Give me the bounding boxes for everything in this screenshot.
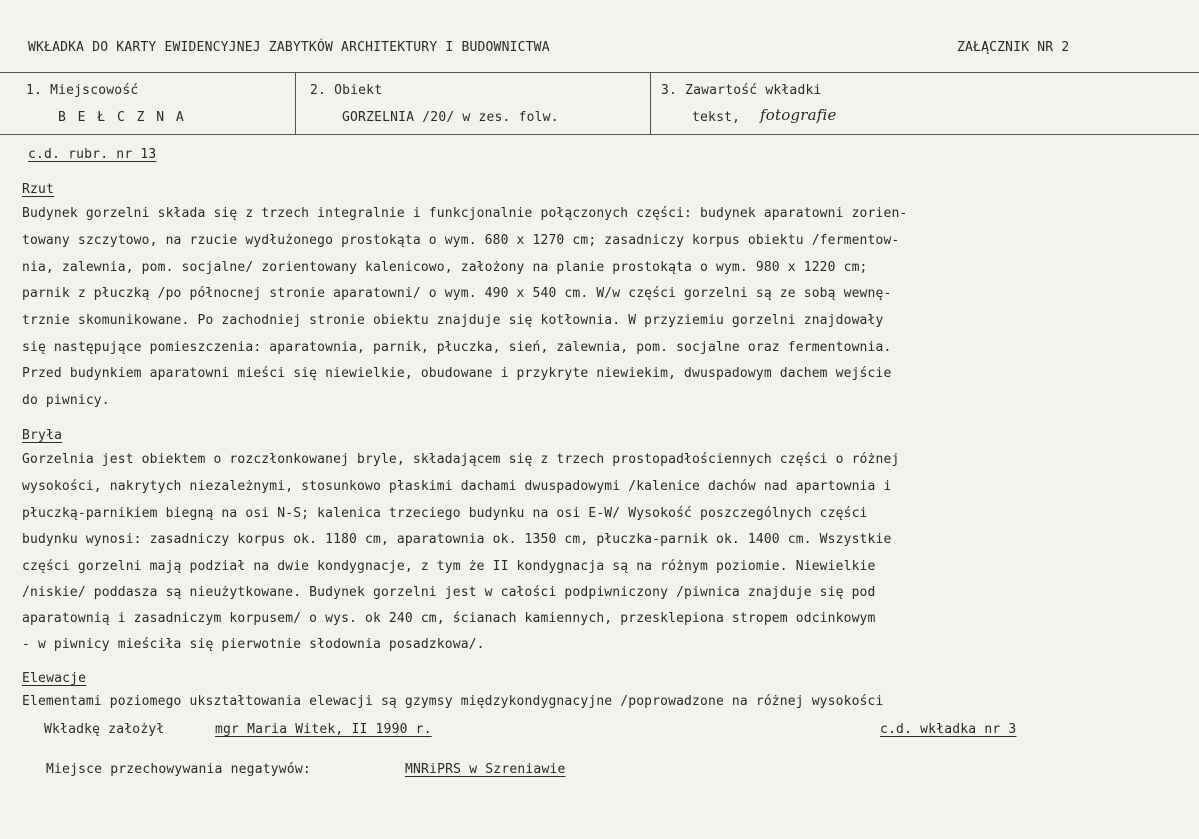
rzut-line: nia, zalewnia, pom. socjalne/ zorientowany kalenicowo, założony na planie prostokąta o wym. 980 x 1220 cm; <box>22 260 868 275</box>
form-title: WKŁADKA DO KARTY EWIDENCYJNEJ ZABYTKÓW ARCHITEKTURY I BUDOWNICTWA <box>28 40 550 55</box>
negatives-label: Miejsce przechowywania negatywów: <box>46 762 311 777</box>
bryla-line: Gorzelnia jest obiektem o rozczłonkowanej bryle, składającem się z trzech prostopadłościennych części o różnej <box>22 452 900 467</box>
bryla-line: budynku wynosi: zasadniczy korpus ok. 1180 cm, aparatownia ok. 1350 cm, płuczka-parnik ok. 1400 cm. Wszystkie <box>22 532 892 547</box>
content-value-handwritten: fotografie <box>760 106 837 124</box>
object-value: GORZELNIA /20/ w zes. folw. <box>342 110 559 125</box>
attachment-number: ZAŁĄCZNIK NR 2 <box>957 40 1070 55</box>
rzut-line: towany szczytowo, na rzucie wydłużonego prostokąta o wym. 680 x 1270 cm; zasadniczy korpus obiektu /fermentow- <box>22 233 900 248</box>
elewacje-line: Elementami poziomego ukształtowania elewacji są gzymsy międzykondygnacyjne /poprowadzone na różnej wysokości <box>22 694 884 709</box>
bryla-line: - w piwnicy mieściła się pierwotnie słodownia posadzkowa/. <box>22 637 485 652</box>
rzut-line: trznie skomunikowane. Po zachodniej stronie obiektu znajduje się kotłownia. W przyziemiu gorzelni znajdowały <box>22 313 884 328</box>
section-heading-elewacje: Elewacje <box>22 671 87 686</box>
object-label: 2. Obiekt <box>310 83 383 98</box>
created-by-value: mgr Maria Witek, II 1990 r. <box>215 722 432 737</box>
field-separator-1 <box>295 72 296 134</box>
bryla-line: /niskie/ poddasza są nieużytkowane. Budynek gorzelni jest w całości podpiwniczony /piwnica znajduje się pod <box>22 585 876 600</box>
rzut-line: się następujące pomieszczenia: aparatownia, parnik, płuczka, sień, zalewnia, pom. socjalne oraz fermentownia. <box>22 340 892 355</box>
next-insert-note: c.d. wkładka nr 3 <box>880 722 1017 737</box>
created-by-label: Wkładkę założył <box>44 722 165 737</box>
rzut-line: do piwnicy. <box>22 393 110 408</box>
negatives-location: MNRiPRS w Szreniawie <box>405 762 566 777</box>
locality-label: 1. Miejscowość <box>26 83 139 98</box>
section-heading-rzut: Rzut <box>22 182 55 197</box>
rzut-line: Budynek gorzelni składa się z trzech integralnie i funkcjonalnie połączonych części: budynek aparatowni zorien- <box>22 206 908 221</box>
bryla-line: płuczką-parnikiem biegną na osi N-S; kalenica trzeciego budynku na osi E-W/ Wysokość poszczególnych części <box>22 506 868 521</box>
header-divider <box>0 72 1199 73</box>
rzut-line: Przed budynkiem aparatowni mieści się niewielkie, obudowane i przykryte niewiekim, dwuspadowym dachem wejście <box>22 366 892 381</box>
continuation-note: c.d. rubr. nr 13 <box>28 147 157 162</box>
content-value-typed: tekst, <box>692 110 741 125</box>
locality-value: B E Ł C Z N A <box>58 110 186 125</box>
bryla-line: części gorzelni mają podział na dwie kondygnacje, z tym że II kondygnacja są na różnym poziomie. Niewielkie <box>22 559 876 574</box>
content-label: 3. Zawartość wkładki <box>661 83 822 98</box>
field-separator-2 <box>650 72 651 134</box>
bryla-line: wysokości, nakrytych niezależnymi, stosunkowo płaskimi dachami dwuspadowymi /kalenice dachów nad apartownia i <box>22 479 892 494</box>
fields-divider <box>0 134 1199 135</box>
bryla-line: aparatownią i zasadniczym korpusem/ o wys. ok 240 cm, ścianach kamiennych, przesklepiona stropem odcinkowym <box>22 611 876 626</box>
section-heading-bryla: Bryła <box>22 428 63 443</box>
rzut-line: parnik z płuczką /po północnej stronie aparatowni/ o wym. 490 x 540 cm. W/w części gorzelni są ze sobą wewnę- <box>22 286 892 301</box>
